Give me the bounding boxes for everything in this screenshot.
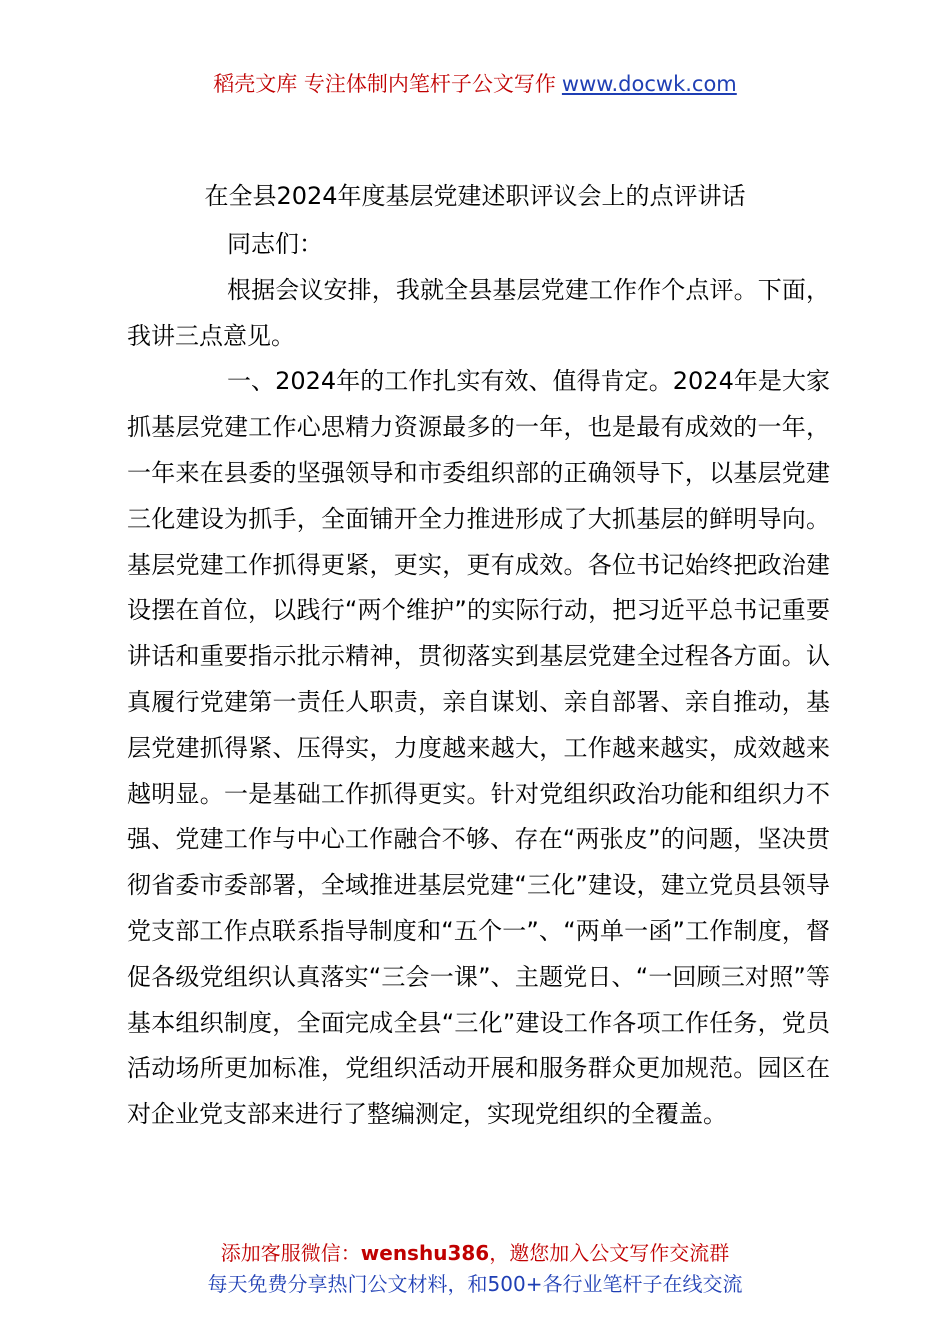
header-url-link[interactable]: www.docwk.com [561, 72, 737, 96]
paragraph-intro: 根据会议安排，我就全县基层党建工作作个点评。下面，我讲三点意见。 [127, 275, 830, 350]
salutation: 同志们： [227, 230, 323, 258]
footer-contact-line [0, 1238, 950, 1269]
footer-contact-suffix: ，邀您加入公文写作交流群 [489, 1241, 730, 1265]
document-body [127, 222, 830, 1138]
footer-wechat-id: wenshu386 [360, 1241, 490, 1265]
header-brand: 稻壳文库 专注体制内笔杆子公文写作 [213, 72, 556, 96]
page-header [0, 68, 950, 100]
footer-contact-prefix: 添加客服微信： [220, 1241, 361, 1265]
paragraph-section-one: 一、2024年的工作扎实有效、值得肯定。2024年是大家抓基层党建工作心思精力资源最多的一年，也是最有成效的一年，一年来在县委的坚强领导和市委组织部的正确领导下，以基层党建三化建设为抓手，全面铺开全力推进形成了大抓基层的鲜明导向。基层党建工作抓得更紧，更实，更有成效。各位书记始终把政治建设摆在首位，以践行“两个维护”的实际行动，把习近平总书记重要讲话和重要指示批示精神，贯彻落实到基层党建全过程各方面。认真履行党建第一责任人职责，亲自谋划、亲自部署、亲自推动，基层党建抓得紧、压得实，力度越来越大，工作越来越实，成效越来越明显。一是基础工作抓得更实。针对党组织政治功能和组织力不强、党建工作与中心工作融合不够、存在“两张皮”的问题，坚决贯彻省委市委部署，全域推进基层党建“三化”建设，建立党员县领导党支部工作点联系指导制度和“五个一”、“两单一函”工作制度，督促各级党组织认真落实“三会一课”、主题党日、“一回顾三对照”等基本组织制度，全面完成全县“三化”建设工作各项工作任务，党员活动场所更加标准，党组织活动开展和服务群众更加规范。园区在对企业党支部来进行了整编测定，实现党组织的全覆盖。 [127, 367, 830, 1129]
footer-promo-line: 每天免费分享热门公文材料，和500+各行业笔杆子在线交流 [207, 1272, 743, 1296]
document-title: 在全县2024年度基层党建述职评议会上的点评讲话 [204, 182, 746, 210]
page-footer [0, 1238, 950, 1300]
